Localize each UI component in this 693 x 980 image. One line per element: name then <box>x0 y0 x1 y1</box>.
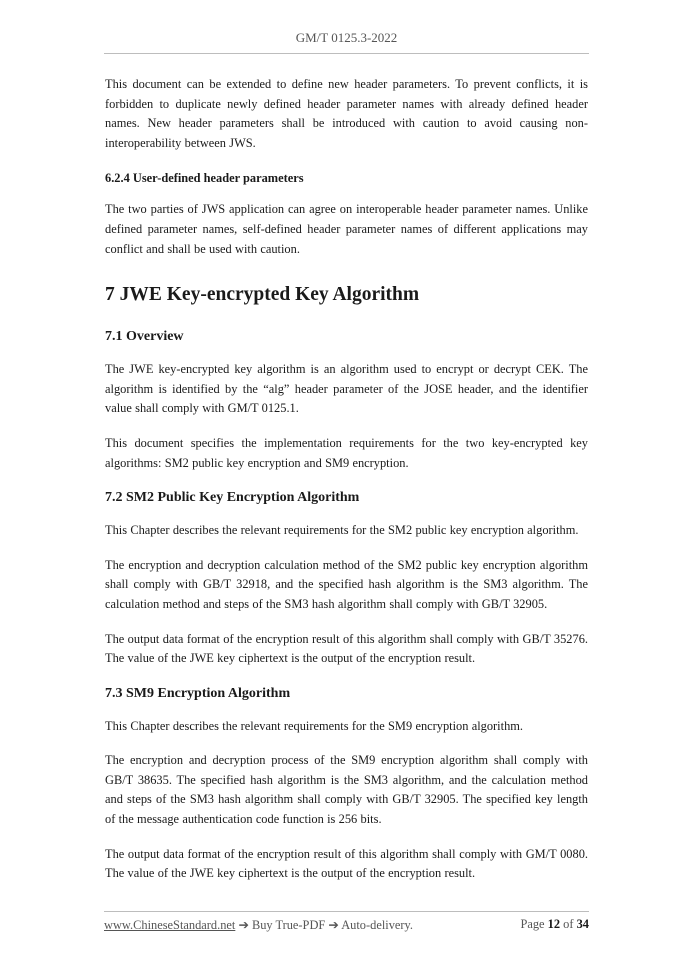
header-divider <box>104 53 589 54</box>
section-6-2-4-paragraph: The two parties of JWS application can agree on interoperable header parameter names. Unlike defined parameter names, self-defined header parameter names of different applications may conflict and shall be used with caution. <box>105 202 588 256</box>
total-pages: 34 <box>576 917 589 931</box>
auto-delivery-text: Auto-delivery. <box>341 918 414 932</box>
website-link[interactable]: www.ChineseStandard.net <box>104 918 236 932</box>
buy-pdf-text: Buy True-PDF <box>251 918 326 932</box>
section-7-1-paragraph-1: The JWE key-encrypted key algorithm is an algorithm used to encrypt or decrypt CEK. The algorithm is identified by the “alg” header parameter of the JOSE header, and the identifier value shall comply with GM/T 0125.1. <box>105 362 588 416</box>
section-7-2-paragraph-2: The encryption and decryption calculation method of the SM2 public key encryption algorithm shall comply with GB/T 32918, and the specified hash algorithm is the SM3 algorithm. The calculation method and steps of the SM3 hash algorithm shall comply with GB/T 32905. <box>105 557 588 611</box>
section-7-3-paragraph-2: The encryption and decryption process of the SM9 encryption algorithm shall comply with GB/T 38635. The specified hash algorithm is the SM3 algorithm, and the calculation method and steps of the SM3 hash algorithm shall comply with GB/T 32905. The specified key length of the message authentication code function is 256 bits. <box>105 753 588 827</box>
arrow-icon: ➔ <box>328 918 339 932</box>
section-7-2-paragraph-3: The output data format of the encryption result of this algorithm shall comply with GB/T 35276. The value of the JWE key ciphertext is the output of the encryption result. <box>105 631 588 666</box>
section-7-3-paragraph-3: The output data format of the encryption result of this algorithm shall comply with GM/T 0080. The value of the JWE key ciphertext is the output of the encryption result. <box>105 846 588 881</box>
section-7-1-paragraph-2: This document specifies the implementation requirements for the two key-encrypted key algorithms: SM2 public key encryption and SM9 encryption. <box>105 435 588 470</box>
footer-promo <box>104 917 413 933</box>
section-7-2-paragraph-1: This Chapter describes the relevant requirements for the SM2 public key encryption algorithm. <box>105 523 579 538</box>
section-6-2-4-heading: 6.2.4 User-defined header parameters <box>105 171 304 186</box>
arrow-icon: ➔ <box>238 918 249 932</box>
intro-paragraph: This document can be extended to define new header parameters. To prevent conflicts, it is forbidden to duplicate newly defined header parameter names with already defined header names. New header parameters shall be introduced with caution to avoid causing non-interoperability between JWS. <box>105 77 588 150</box>
section-7-2-heading: 7.2 SM2 Public Key Encryption Algorithm <box>105 490 360 506</box>
of-label: of <box>563 917 574 931</box>
footer-divider <box>104 911 589 912</box>
section-7-1-heading: 7.1 Overview <box>105 329 184 345</box>
section-7-3-paragraph-1: This Chapter describes the relevant requirements for the SM9 encryption algorithm. <box>105 718 523 733</box>
chapter-7-heading: 7 JWE Key-encrypted Key Algorithm <box>105 284 420 306</box>
section-7-3-heading: 7.3 SM9 Encryption Algorithm <box>105 685 291 701</box>
header-title: GM/T 0125.3-2022 <box>295 30 398 45</box>
page-number <box>520 917 589 932</box>
document-body <box>105 75 588 884</box>
current-page: 12 <box>547 917 561 931</box>
page-label: Page <box>520 917 545 931</box>
page-header <box>104 30 589 46</box>
